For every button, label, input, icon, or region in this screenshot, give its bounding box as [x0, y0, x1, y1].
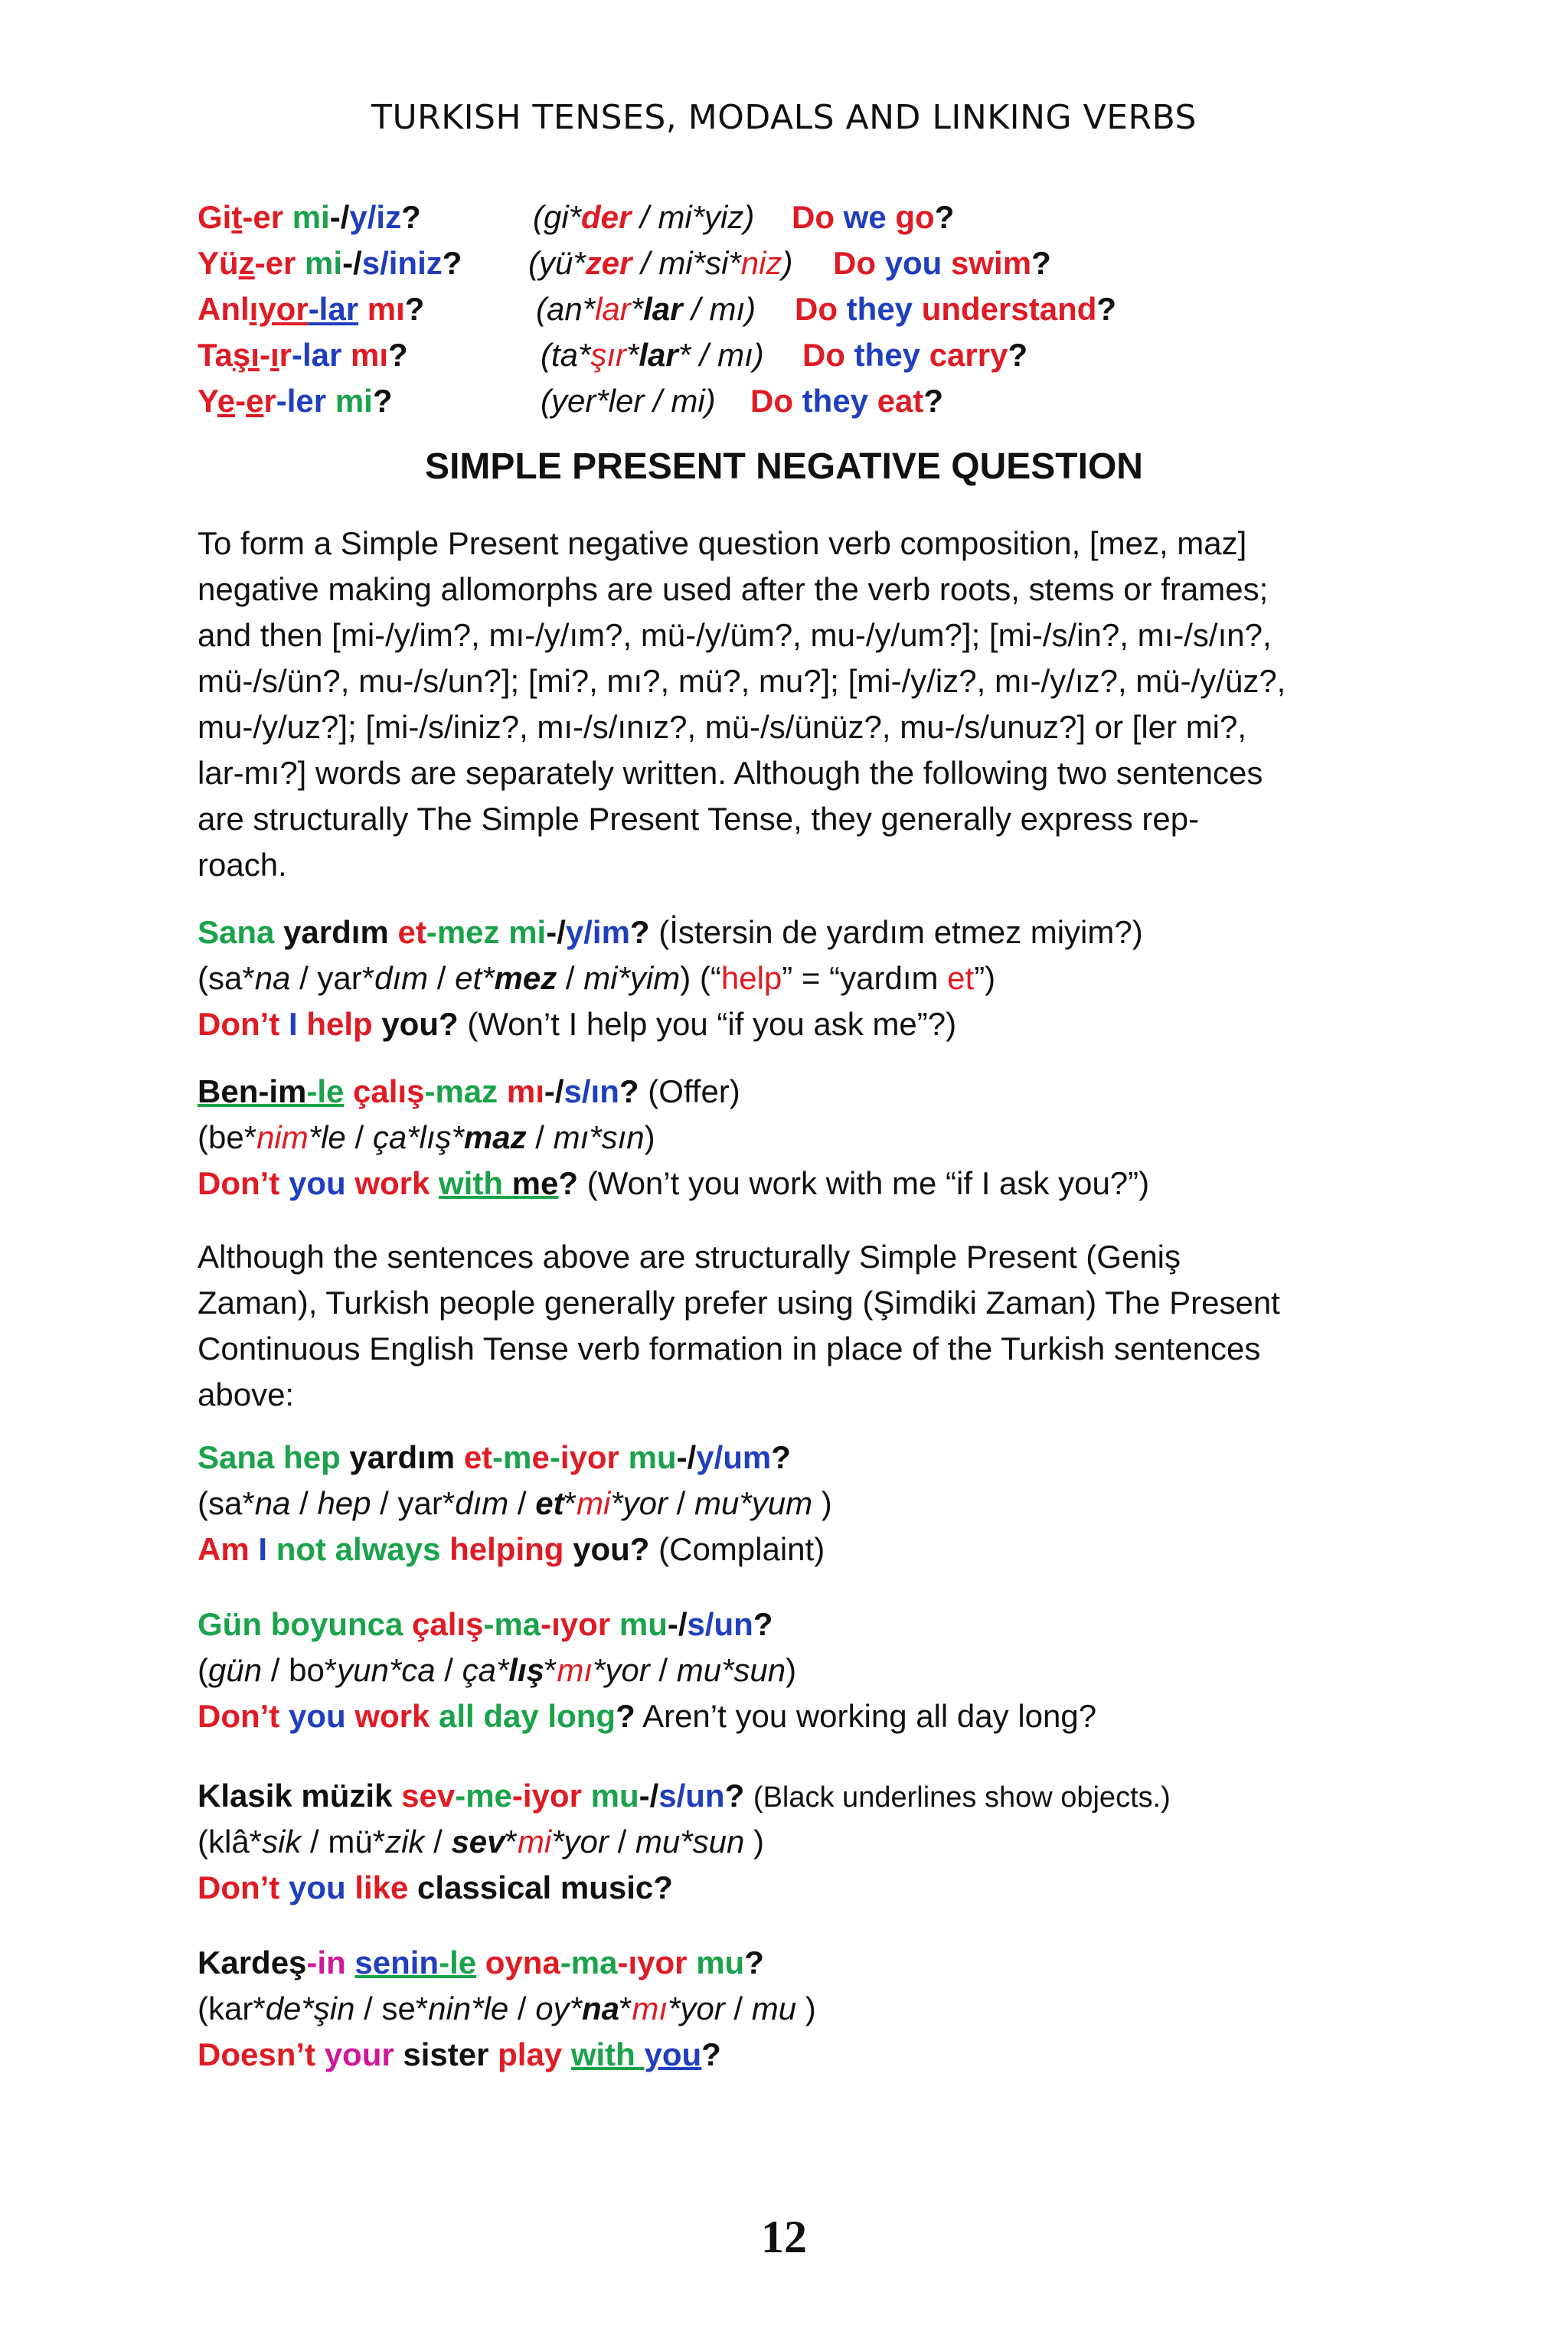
paragraph-line: To form a Simple Present negative question verb composition, [mez, maz]: [198, 525, 1247, 561]
example-turkish: Sana yardım et-mez mi-/y/im? (İstersin de yardım etmez miyim?): [198, 914, 1143, 950]
example-note: (Offer): [648, 1073, 740, 1109]
question-row-english: Do they eat?: [750, 383, 944, 419]
question-row-english: Do we go?: [792, 199, 955, 235]
question-row-turkish: Taşı-ır-lar mı?: [198, 337, 408, 373]
example-english: Doesn’t your sister play with you?: [198, 2036, 721, 2072]
paragraph-line: Zaman), Turkish people generally prefer using (Şimdiki Zaman) The Present: [198, 1285, 1280, 1321]
paragraph-line: mu-/y/uz?]; [mi-/s/iniz?, mı-/s/ınız?, mü-/s/ünüz?, mu-/s/unuz?] or [ler mi?,: [198, 709, 1247, 745]
paragraph-line: negative making allomorphs are used after the verb roots, stems or frames;: [198, 571, 1269, 607]
paragraph-line: mü-/s/ün?, mu-/s/un?]; [mi?, mı?, mü?, mu?]; [mi-/y/iz?, mı-/y/ız?, mü-/y/üz?,: [198, 663, 1286, 699]
paragraph-line: are structurally The Simple Present Tense, they generally express rep-: [198, 801, 1200, 837]
example-english: Don’t you work all day long? Aren’t you working all day long?: [198, 1698, 1097, 1734]
paragraph-line: roach.: [198, 847, 287, 883]
example-pronunciation: (gün / bo*yun*ca / ça*lış*mı*yor / mu*sun): [198, 1652, 797, 1688]
example-turkish: Gün boyunca çalış-ma-ıyor mu-/s/un?: [198, 1606, 773, 1642]
question-row-english: Do they carry?: [802, 337, 1028, 373]
example-pronunciation: (be*nim*le / ça*lış*maz / mı*sın): [198, 1119, 655, 1155]
example-english: Don’t you work with me? (Won’t you work with me “if I ask you?”): [198, 1165, 1150, 1201]
paragraph-line: and then [mi-/y/im?, mı-/y/ım?, mü-/y/üm?, mu-/y/um?]; [mi-/s/in?, mı-/s/ın?,: [198, 617, 1272, 653]
example-turkish: Kardeş-in senin-le oyna-ma-ıyor mu?: [198, 1945, 764, 1980]
example-english-note: (Complaint): [658, 1531, 825, 1567]
example-english: Don’t you like classical music?: [198, 1869, 673, 1905]
paragraph-line: Continuous English Tense verb formation in place of the Turkish sentences: [198, 1331, 1261, 1367]
example-turkish: Klasik müzik sev-me-iyor mu-/s/un? (Black underlines show objects.): [198, 1778, 1171, 1814]
question-row-pronunciation: (an*lar*lar / mı): [536, 291, 756, 327]
running-header: TURKISH TENSES, MODALS AND LINKING VERBS: [371, 98, 1197, 137]
section-title: SIMPLE PRESENT NEGATIVE QUESTION: [425, 446, 1143, 487]
question-row-pronunciation: (gi*der / mi*yiz): [533, 199, 755, 235]
question-row-pronunciation: (yü*zer / mi*si*niz): [528, 245, 793, 281]
question-row-turkish: Yüz-er mi-/s/iniz?: [198, 245, 462, 281]
example-english-note: (Won’t you work with me “if I ask you?”): [586, 1165, 1150, 1201]
example-pronunciation: (sa*na / yar*dım / et*mez / mi*yim) (“help” = “yardım et”): [198, 960, 996, 996]
question-row-turkish: Ye-er-ler mi?: [198, 383, 393, 419]
example-turkish: Ben-im-le çalış-maz mı-/s/ın? (Offer): [198, 1073, 740, 1109]
example-pronunciation: (sa*na / hep / yar*dım / et*mi*yor / mu*yum ): [198, 1485, 832, 1521]
example-english-note: (Won’t I help you “if you ask me”?): [467, 1006, 957, 1042]
example-turkish: Sana hep yardım et-me-iyor mu-/y/um?: [198, 1439, 791, 1475]
question-row-turkish: Git-er mi-/y/iz?: [198, 199, 421, 235]
paragraph-line: above:: [198, 1376, 295, 1412]
example-note: (Black underlines show objects.): [753, 1781, 1171, 1814]
example-english-note: Aren’t you working all day long?: [642, 1698, 1097, 1734]
page-number: 12: [761, 2212, 807, 2262]
question-row-pronunciation: (yer*ler / mi): [541, 383, 716, 419]
question-row-english: Do they understand?: [795, 291, 1117, 327]
example-note: (İstersin de yardım etmez miyim?): [658, 914, 1143, 950]
example-english: Am I not always helping you? (Complaint): [198, 1531, 825, 1567]
intro-paragraph: [198, 521, 1370, 888]
paragraph-line: Although the sentences above are structurally Simple Present (Geniş: [198, 1239, 1181, 1275]
question-row-pronunciation: (ta*şır*lar* / mı): [541, 337, 764, 373]
question-row-turkish: Anlıyor-lar mı?: [198, 291, 425, 327]
example-english: Don’t I help you? (Won’t I help you “if you ask me”?): [198, 1006, 957, 1042]
example-pronunciation: (klâ*sik / mü*zik / sev*mi*yor / mu*sun ): [198, 1824, 764, 1860]
question-row-english: Do you swim?: [833, 245, 1051, 281]
example-pronunciation: (kar*de*şin / se*nin*le / oy*na*mı*yor / mu ): [198, 1990, 816, 2026]
paragraph-line: lar-mı?] words are separately written. Although the following two sentences: [198, 755, 1263, 791]
middle-paragraph: [198, 1234, 1370, 1418]
